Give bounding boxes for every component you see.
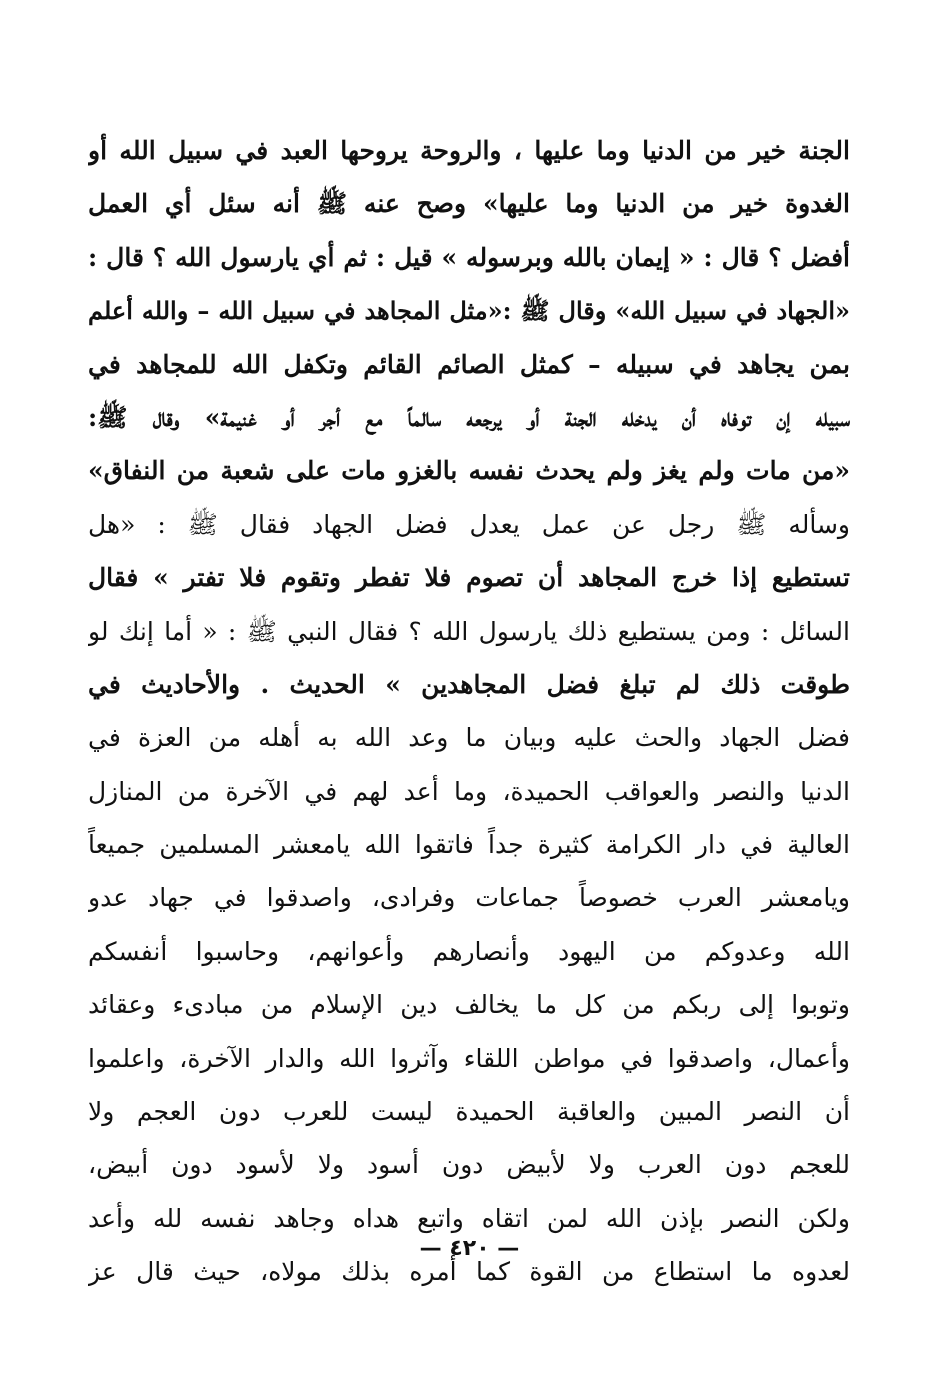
text-line: أفضل ؟ قال : « إيمان بالله وبرسوله » قيل : ثم أي يارسول الله ؟ قال : [88, 242, 850, 272]
text-line: ولكن النصر بإذن الله لمن اتقاه واتبع هداه وجاهد نفسه لله وأعد [88, 1203, 850, 1233]
text-line: وسأله ﷺ رجل عن عمل يعدل فضل الجهاد فقال ﷺ : «هل [88, 509, 850, 539]
text-line: فضل الجهاد والحث عليه وبيان ما وعد الله به أهله من العزة في [88, 723, 850, 753]
text-line: أن النصر المبين والعاقبة الحميدة ليست للعرب دون العجم ولا [88, 1097, 850, 1127]
text-line: العالية في دار الكرامة كثيرة جداً فاتقوا الله يامعشر المسلمين جميعاً [88, 830, 850, 860]
text-line: لعدوه ما استطاع من القوة كما أمره بذلك مولاه، حيث قال عز [88, 1257, 850, 1287]
text-line: «الجهاد في سبيل الله» وقال ﷺ :«مثل المجاهد في سبيل الله – والله أعلم [88, 296, 850, 326]
document-page [88, 124, 850, 1299]
text-line: للعجم دون العرب ولا لأبيض دون أسود ولا لأسود دون أبيض، [88, 1150, 850, 1180]
text-line: الجنة خير من الدنيا وما عليها ، والروحة يروحها العبد في سبيل الله أو [88, 136, 850, 165]
page-number: — ٤٢٠ — [419, 1236, 520, 1261]
text-line: وتوبوا إلى ربكم من كل ما يخالف دين الإسلام من مبادىء وعقائد [88, 990, 850, 1020]
text-line: بمن يجاهد في سبيله – كمثل الصائم القائم وتكفل الله للمجاهد في [88, 349, 850, 379]
text-line: السائل : ومن يستطيع ذلك يارسول الله ؟ فقال النبي ﷺ : « أما إنك لو [88, 616, 850, 646]
text-line: الدنيا والنصر والعواقب الحميدة، وما أعد لهم في الآخرة من المنازل [88, 776, 850, 806]
text-line: ويامعشر العرب خصوصاً جماعات وفرادى، واصدقوا في جهاد عدو [88, 883, 850, 913]
text-line: طوقت ذلك لم تبلغ فضل المجاهدين » الحديث . والأحاديث في [88, 669, 850, 699]
text-line: سبيله إن توفاه أن يدخله الجنة أو يرجعه سالماً مع أجر أو غنيمة» وقال ﷺ: [88, 402, 850, 432]
text-line: وأعمال، واصدقوا في مواطن اللقاء وآثروا الله والدار الآخرة، واعلموا [88, 1043, 850, 1073]
text-line: الله وعدوكم من اليهود وأنصارهم وأعوانهم، وحاسبوا أنفسكم [88, 936, 850, 966]
text-line: الغدوة خير من الدنيا وما عليها» وصح عنه ﷺ أنه سئل أي العمل [88, 189, 850, 219]
text-line: «من مات ولم يغز ولم يحدث نفسه بالغزو مات على شعبة من النفاق» [88, 456, 850, 486]
text-line: تستطيع إذا خرج المجاهد أن تصوم فلا تفطر وتقوم فلا تفتر » فقال [88, 563, 850, 593]
